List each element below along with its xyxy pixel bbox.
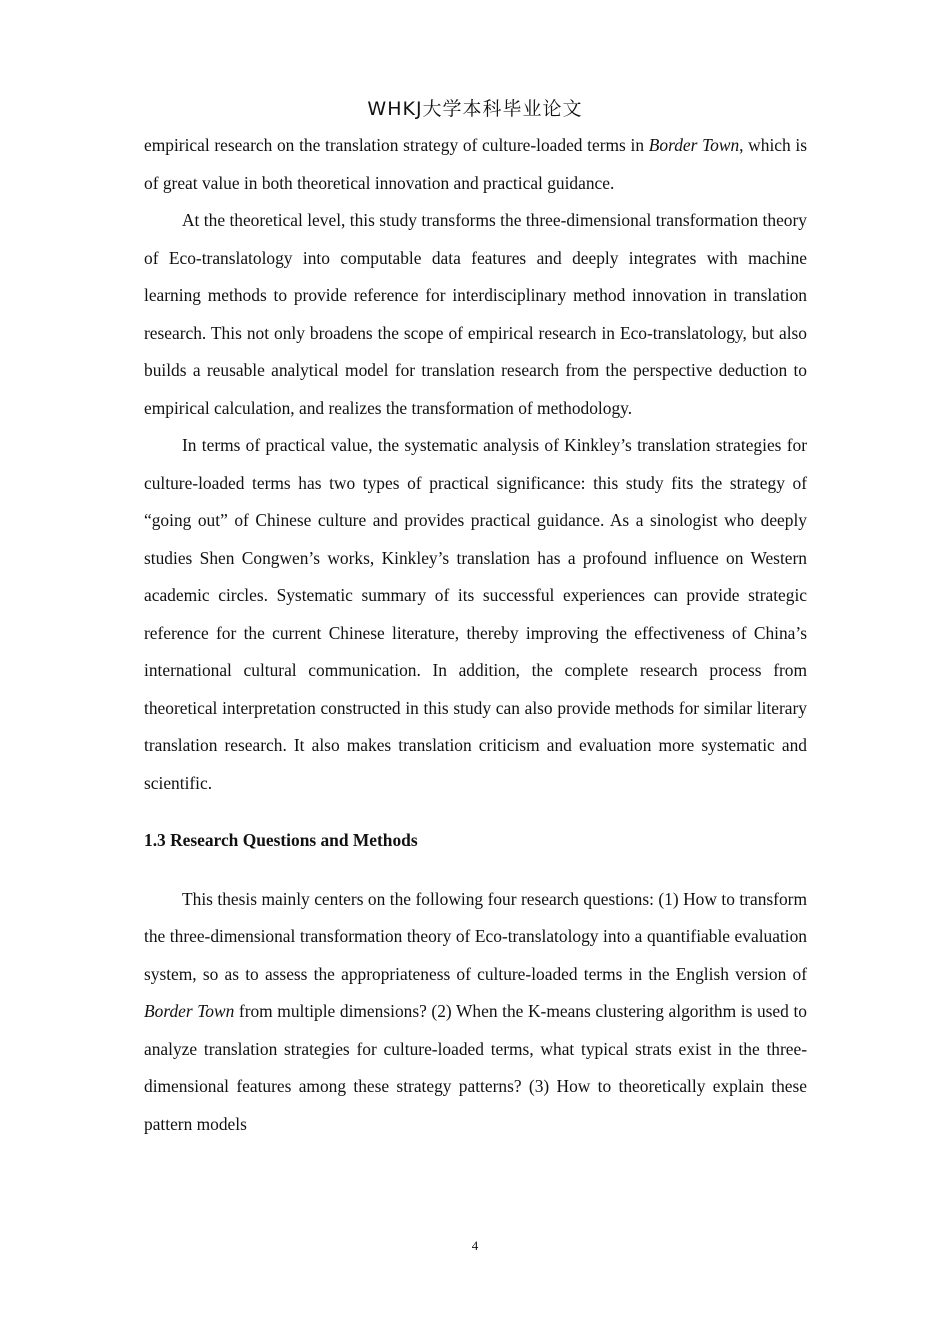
paragraph-research-questions [144,881,807,1144]
paragraph-theoretical-level: At the theoretical level, this study transforms the three-dimensional transformation theory of Eco-translatology into computable data features and deeply integrates with machine learning methods to provide reference for interdisciplinary method innovation in translation research. This not only broadens the scope of empirical research in Eco-translatology, but also builds a reusable analytical model for translation research from the perspective deduction to empirical calculation, and realizes the transformation of methodology. [144,210,807,418]
paragraph-continuation [144,127,807,202]
running-header: WHKJ大学本科毕业论文 [367,98,583,120]
paragraph-text-start: This thesis mainly centers on the following four research questions: (1) How to transform the three-dimensional transformation theory of Eco-translatology into a quantifiable evaluation system, so as to assess the appropriateness of culture-loaded terms in the English version of [144,888,807,984]
paragraph-text-end: from multiple dimensions? (2) When the K-means clustering algorithm is used to analyze translation strategies for culture-loaded terms, what typical strats exist in the three-dimensional features among these strategy patterns? (3) How to theoretically explain these pattern models [144,1001,807,1134]
page-body [144,127,807,1143]
book-title: Border Town [648,135,740,155]
section-heading: 1.3 Research Questions and Methods [144,830,418,850]
book-title: Border Town [144,1001,235,1021]
paragraph-practical-value: In terms of practical value, the systematic analysis of Kinkley’s translation strategies for culture-loaded terms has two types of practical significance: this study fits the strategy of “going out” of Chinese culture and provides practical guidance. As a sinologist who deeply studies Shen Congwen’s works, Kinkley’s translation has a profound influence on Western academic circles. Systematic summary of its successful experiences can provide strategic reference for the current Chinese literature, thereby improving the effectiveness of China’s international cultural communication. In addition, the complete research process from theoretical interpretation constructed in this study can also provide methods for similar literary translation research. It also makes translation criticism and evaluation more systematic and scientific. [144,435,807,793]
page-number: 4 [471,1238,479,1253]
paragraph-text-end: , which is of great value in both theoretical innovation and practical guidance. [144,135,807,193]
paragraph-text-start: empirical research on the translation strategy of culture-loaded terms in [144,135,649,155]
